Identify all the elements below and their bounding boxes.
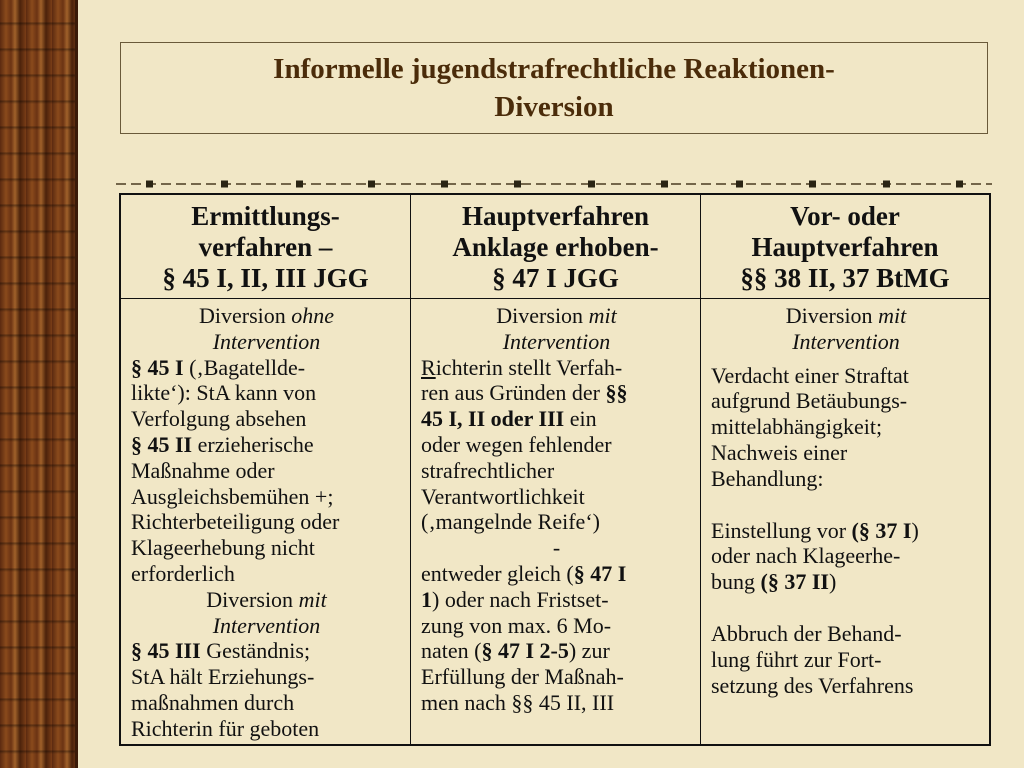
subheading-ohne-intervention: Diversion ohne bbox=[198, 303, 335, 328]
paragraph-45-2: § 45 II erzieherische bbox=[131, 431, 314, 457]
wood-border bbox=[0, 0, 78, 768]
header-btmg: Vor- oder Hauptverfahren §§ 38 II, 37 BtMG bbox=[701, 195, 989, 299]
header-hauptverfahren: Hauptverfahren Anklage erhoben- § 47 I JGG bbox=[411, 195, 701, 299]
diversion-table bbox=[119, 193, 991, 746]
body-column-1: Diversion ohne Intervention § 45 I (‚Bagatellde- likte‘): StA kann von Verfolgung absehen § 45 II erzieherische Maßnahme oder Ausgleichsbemühen +; Richterbeteiligung oder Klageerhebung nicht erforderlich Diversion mit Intervention § 45 III Geständnis; StA hält Erziehungs- maßnahmen durch Richterin für geboten bbox=[121, 299, 411, 744]
title-line-1: Informelle jugendstrafrechtliche Reaktionen- bbox=[273, 53, 835, 85]
subheading-mit-intervention: Diversion mit bbox=[206, 586, 327, 612]
header-ermittlungsverfahren: Ermittlungs- verfahren – § 45 I, II, III JGG bbox=[121, 195, 411, 299]
slide-title bbox=[273, 50, 835, 126]
title-box bbox=[120, 42, 988, 134]
title-line-2: Diversion bbox=[494, 91, 614, 123]
decorative-divider bbox=[116, 178, 992, 190]
body-column-2: Diversion mit Intervention Richterin stellt Verfah- ren aus Gründen der §§ 45 I, II oder III ein oder wegen fehlender strafrechtlicher Verantwortlichkeit (‚mangelnde Reife‘) - entweder gleich (§ 47 I 1) oder nach Fristset- zung von max. 6 Mo- naten (§ 47 I 2-5) zur Erfüllung der Maßnah- men nach §§ 45 II, III bbox=[411, 299, 701, 744]
subheading-mit-intervention: Diversion mit bbox=[496, 303, 617, 328]
subheading-mit-intervention: Diversion mit bbox=[785, 303, 907, 328]
paragraph-45-3: § 45 III Geständnis; bbox=[131, 638, 311, 664]
paragraph-45-1: § 45 I (‚Bagatellde- bbox=[131, 354, 306, 380]
body-column-3: Diversion mit Intervention Verdacht einer Straftat aufgrund Betäubungs- mittelabhängigkeit; Nachweis einer Behandlung: Einstellung vor (§ 37 I) oder nach Klageerhe- bung (§ 37 II) Abbruch der Behand- lung führt zur Fort- setzung des Verfahrens bbox=[701, 299, 989, 744]
